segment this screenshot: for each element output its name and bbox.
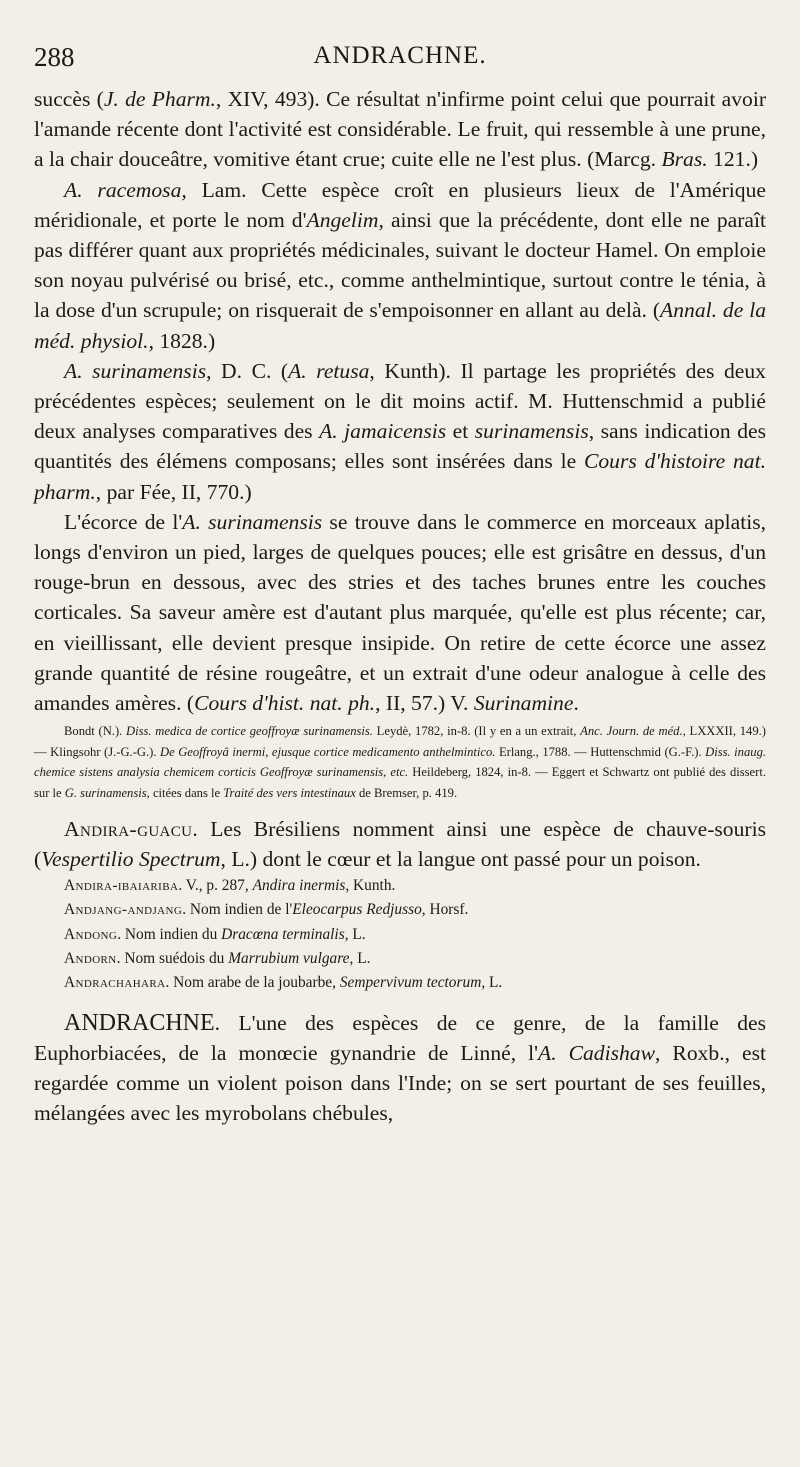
entry-andira-guacu: Andira-guacu. Les Brésiliens nomment ainsi une espèce de chauve-souris (Vespertilio Spectrum, L.) dont le cœur et la langue ont passé pour un poison. [34, 816, 766, 871]
paragraph-bark: L'écorce de l'A. surinamensis se trouve dans le commerce en morceaux aplatis, longs d'environ un pied, larges de quelques pouces; elle est grisâtre en dessus, d'un rouge-brun en dessous, avec des stries et des taches brunes entre les couches corticales. Sa saveur amère est d'autant plus marquée, qu'elle est plus récente; car, en vieillissant, elle devient presque insipide. On retire de cette écorce une assez grande quantité de résine rougeâtre, et un extrait d'une odeur analogue à celle des amandes amères. (Cours d'hist. nat. ph., II, 57.) V. Surinamine. [34, 509, 767, 716]
running-title: ANDRACHNE. [313, 42, 487, 69]
entry-andrachne: ANDRACHNE. L'une des espèces de ce genre, de la famille des Euphorbiacées, de la monœcie gynandrie de Linné, l'A. Cadishaw, Roxb., est regardée comme un violent poison dans l'Inde; on se sert pourtant de ses feuilles, mélangées avec les myrobolans chébules, [34, 1009, 766, 1126]
paragraph-surinamensis: A. surinamensis, D. C. (A. retusa, Kunth). Il partage les propriétés des deux précédentes espèces; seulement on le dit moins actif. M. Huttenschmid a publié deux analyses comparatives des A. jamaicensis et surinamensis, sans indication des quantités des élémens composans; elles sont insérées dans le Cours d'histoire nat. pharm., par Fée, II, 770.) [34, 358, 766, 504]
page-body [34, 84, 766, 1128]
bibliography-note: Bondt (N.). Diss. medica de cortice geoffroyæ surinamensis. Leydè, 1782, in-8. (Il y en a un extrait, Anc. Journ. de méd., LXXXII, 149.) — Klingsohr (J.-G.-G.). De Geoffroyâ inermi, ejusque cortice medicamento anthelmintico. Erlang., 1788. — Huttenschmid (G.-F.). Diss. inaug. chemice sistens analysia chemicem corticis Geoffroyæ surinamensis, etc. Heildeberg, 1824, in-8. — Eggert et Schwartz ont publié des dissert. sur le G. surinamensis, citées dans le Traité des vers intestinaux de Bremser, p. 419. [34, 724, 767, 801]
entry-andong: Andong. Nom indien du Dracœna terminalis, L. [64, 925, 366, 943]
entry-andjang-andjang: Andjang-andjang. Nom indien de l'Eleocarpus Redjusso, Horsf. [64, 901, 469, 919]
entry-andira-ibaiariba: Andira-ibaiariba. V., p. 287, Andira inermis, Kunth. [64, 877, 396, 895]
page-number: 288 [34, 42, 75, 72]
entry-andorn: Andorn. Nom suédois du Marrubium vulgare, L. [64, 949, 371, 967]
paragraph-continuation: succès (J. de Pharm., XIV, 493). Ce résultat n'infirme point celui que pourrait avoir l'amande récente dont l'activité est considérable. Le fruit, qui ressemble à une prune, a la chair douceâtre, vomitive étant crue; cuite elle ne l'est plus. (Marcg. Bras. 121.) [34, 87, 767, 172]
page-header [34, 42, 766, 82]
entry-andrachahara: Andrachahara. Nom arabe de la joubarbe, Sempervivum tectorum, L. [64, 974, 503, 992]
paragraph-racemosa: A. racemosa, Lam. Cette espèce croît en plusieurs lieux de l'Amérique méridionale, et porte le nom d'Angelim, ainsi que la précédente, dont elle ne paraît pas différer quant aux propriétés médicinales, suivant le docteur Hamel. On emploie son noyau pulvérisé ou brisé, etc., comme anthelmintique, surtout contre le ténia, à la dose d'un scrupule; on risquerait de s'empoisonner en allant au delà. (Annal. de la méd. physiol., 1828.) [34, 177, 766, 353]
